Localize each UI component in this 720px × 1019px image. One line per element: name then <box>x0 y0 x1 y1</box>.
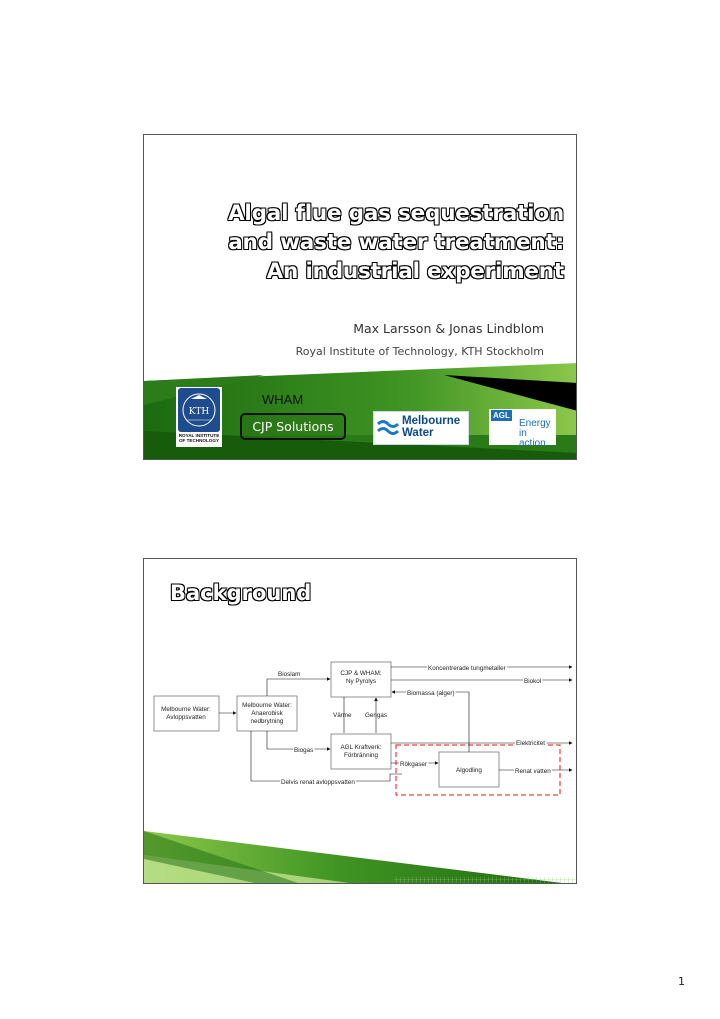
background-slide <box>143 558 577 884</box>
slide-title: Background <box>170 581 312 605</box>
box-text: Melbourne Water: <box>242 702 292 709</box>
kth-logo <box>176 387 222 447</box>
label-varme: Värme <box>333 712 352 719</box>
water-wave-icon <box>376 412 402 444</box>
box-text: Algodling <box>456 767 482 774</box>
agl-word: AGL <box>493 411 510 420</box>
box-text: Ny Pyrolys <box>345 678 377 685</box>
box-text: Anaerobisk <box>251 710 283 717</box>
title-line: An industrial experiment <box>266 259 564 284</box>
page-number: 1 <box>678 975 685 988</box>
box-text: AGL Kraftverk: <box>340 744 382 751</box>
label-delvis-renat: Delvis renat avloppsvatten <box>281 779 355 786</box>
label-biomassa: Biomassa (alger) <box>407 690 455 697</box>
box-text: Avloppsvatten <box>166 714 206 721</box>
title-line: Algal flue gas sequestration <box>227 201 564 226</box>
label-elektricitet: Elektricitet <box>516 740 546 747</box>
label-renat-vatten: Renat vatten <box>515 768 551 775</box>
kth-caption: ROYAL INSTITUTE OF TECHNOLOGY <box>178 433 220 443</box>
box-text: Förbränning <box>344 752 378 759</box>
box-text: CJP & WHAM: <box>340 670 382 677</box>
box-text: nedbrytning <box>250 718 284 725</box>
label-koncentrerade: Koncentrerade tungmetaller <box>428 665 506 672</box>
label-gengas: Gengas <box>365 712 388 719</box>
agl-tag-line1: Energy in <box>519 418 551 439</box>
wham-label: WHAM <box>262 392 304 407</box>
melbourne-water-logo <box>373 411 469 445</box>
affiliation: Royal Institute of Technology, KTH Stockholm <box>295 345 544 358</box>
process-flow-diagram <box>144 559 577 884</box>
kth-logo-text: KTH <box>188 407 210 417</box>
kth-seal-icon <box>176 387 222 447</box>
label-biokol: Biokol <box>524 678 542 685</box>
agl-logo <box>489 409 556 449</box>
mw-line2: Water <box>402 427 434 439</box>
box-text: Melbourne Water: <box>161 706 211 713</box>
mw-line1: Melbourne <box>402 415 461 427</box>
slide-title <box>214 199 564 286</box>
label-rokgaser: Rökgaser <box>400 761 427 768</box>
title-slide <box>143 134 577 460</box>
cjp-solutions-logo: CJP Solutions <box>240 413 346 440</box>
label-bioslam: Bioslam <box>278 671 301 678</box>
label-biogas: Biogas <box>294 747 314 754</box>
title-line: and waste water treatment: <box>228 230 564 255</box>
authors: Max Larsson & Jonas Lindblom <box>353 321 544 336</box>
agl-tag-line2: action. <box>519 438 549 449</box>
